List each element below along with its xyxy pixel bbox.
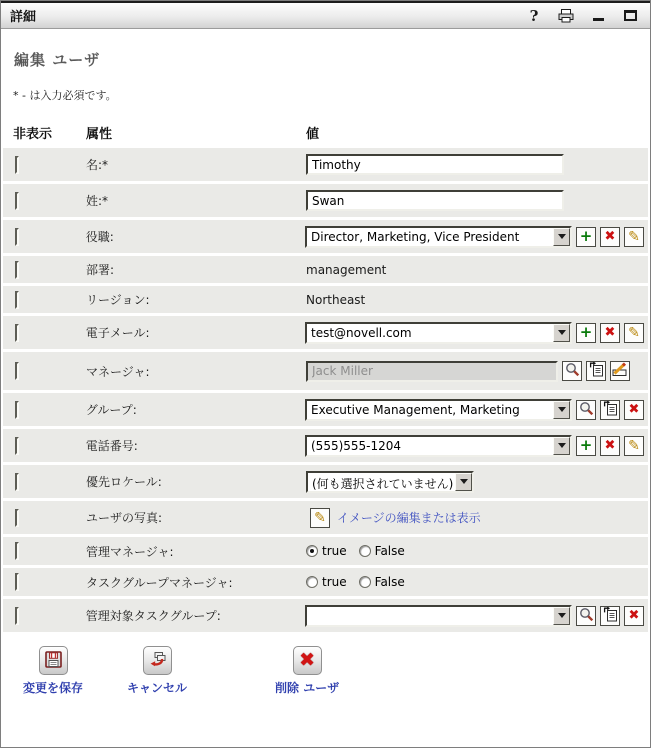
object-lookup-button[interactable] — [562, 361, 582, 381]
hide-checkbox[interactable] — [15, 509, 19, 527]
hide-cell — [3, 544, 86, 558]
radio-label: true — [322, 544, 347, 558]
value-input-readonly — [306, 361, 558, 382]
save-button-label: 変更を保存 — [23, 681, 84, 695]
attribute-label: グループ: — [85, 403, 137, 417]
undo-arrow-icon — [148, 651, 166, 671]
red-x-icon: ✖ — [299, 649, 316, 671]
delete-button[interactable] — [275, 646, 339, 696]
hide-checkbox[interactable] — [15, 573, 19, 591]
window-title: 詳細 — [10, 10, 37, 25]
attribute-label: 管理対象タスクグループ: — [85, 609, 221, 623]
header-attribute: 属性 — [86, 127, 113, 142]
attribute-label: ユーザの写真: — [86, 511, 163, 525]
attribute-label: 名:* — [86, 158, 109, 172]
remove-value-button[interactable] — [624, 606, 644, 626]
object-lookup-button[interactable] — [576, 606, 596, 626]
attribute-label: リージョン: — [86, 293, 150, 307]
cancel-button[interactable] — [127, 646, 187, 696]
table-header — [3, 119, 648, 148]
header-value: 値 — [306, 127, 320, 142]
header-hide: 非表示 — [13, 127, 53, 142]
combobox-selected-value: Director, Marketing, Vice President — [311, 229, 520, 244]
value-cell — [305, 435, 648, 457]
attribute-row — [3, 184, 648, 217]
plus-icon: + — [579, 227, 593, 245]
chevron-down-icon[interactable] — [553, 607, 570, 625]
hide-checkbox[interactable] — [15, 437, 19, 455]
add-value-button[interactable] — [576, 436, 596, 456]
attribute-row — [3, 537, 648, 565]
pencil-icon: ✎ — [314, 509, 326, 526]
radio-button[interactable] — [359, 576, 371, 588]
attribute-label: マネージャ: — [86, 364, 150, 379]
x-icon: ✖ — [628, 402, 640, 417]
edit-value-button[interactable] — [310, 508, 330, 528]
value-cell — [305, 605, 648, 627]
attribute-label: 部署: — [86, 263, 115, 277]
value-cell — [305, 399, 648, 421]
minimize-icon[interactable] — [590, 8, 606, 24]
attribute-row — [3, 148, 648, 181]
value-combobox[interactable] — [306, 471, 474, 493]
hide-cell — [3, 263, 86, 277]
titlebar-icons — [526, 8, 638, 24]
attribute-row — [3, 568, 648, 596]
hide-checkbox[interactable] — [15, 324, 19, 342]
delete-button-face — [293, 646, 322, 675]
remove-value-button[interactable] — [600, 323, 620, 343]
combobox-selected-value: (何も選択されていません) — [312, 476, 454, 491]
hide-cell — [3, 609, 86, 623]
hide-cell — [3, 158, 86, 172]
content-area — [1, 49, 650, 696]
action-buttons — [23, 646, 648, 696]
history-icon — [603, 401, 618, 419]
hide-checkbox[interactable] — [15, 192, 19, 210]
radio-button[interactable] — [306, 576, 318, 588]
x-icon: ✖ — [604, 325, 616, 340]
value-input[interactable] — [306, 154, 564, 175]
value-cell — [306, 544, 648, 558]
edit-value-button[interactable] — [624, 436, 644, 456]
chevron-down-icon[interactable] — [553, 324, 570, 342]
value-combobox[interactable] — [305, 399, 572, 421]
clear-value-button[interactable] — [610, 361, 630, 381]
value-combobox[interactable] — [305, 435, 572, 457]
value-combobox[interactable] — [305, 226, 572, 248]
value-cell — [306, 471, 648, 493]
hide-cell — [3, 194, 86, 208]
value-cell — [306, 361, 648, 382]
hide-cell — [3, 230, 86, 244]
value-cell — [306, 293, 648, 307]
add-value-button[interactable] — [576, 227, 596, 247]
value-text: management — [306, 262, 387, 277]
plus-icon: + — [579, 323, 593, 341]
plus-icon: + — [579, 436, 593, 454]
chevron-down-icon[interactable] — [553, 228, 570, 246]
chevron-down-icon[interactable] — [455, 473, 472, 491]
attribute-label: 優先ロケール: — [86, 475, 162, 489]
hide-cell — [3, 403, 86, 417]
attribute-row — [3, 429, 648, 462]
hide-cell — [3, 439, 86, 453]
pencil-icon: ✎ — [628, 228, 640, 245]
hide-cell — [3, 511, 86, 525]
save-button-face — [39, 646, 68, 675]
attribute-label: 姓:* — [86, 194, 109, 208]
hide-cell — [3, 326, 86, 340]
pencil-icon: ✎ — [628, 437, 640, 454]
radio-button[interactable] — [306, 545, 318, 557]
floppy-disk-icon — [45, 651, 62, 671]
radio-label: False — [374, 544, 405, 558]
value-cell — [306, 190, 648, 211]
add-value-button[interactable] — [576, 323, 596, 343]
attribute-label: 管理マネージャ: — [86, 544, 174, 559]
value-cell — [306, 508, 648, 528]
attribute-row — [3, 599, 648, 632]
attribute-row — [3, 352, 648, 390]
attribute-row — [3, 393, 648, 426]
remove-value-button[interactable] — [624, 400, 644, 420]
combobox-selected-value — [307, 607, 553, 625]
object-history-button[interactable] — [600, 606, 620, 626]
chevron-down-icon[interactable] — [553, 437, 570, 455]
hide-checkbox[interactable] — [15, 607, 19, 625]
object-history-button[interactable] — [586, 361, 606, 381]
hide-cell — [3, 293, 86, 307]
hide-checkbox[interactable] — [15, 156, 19, 174]
attribute-row — [3, 220, 648, 253]
value-cell — [305, 226, 648, 248]
radio-label: False — [374, 575, 405, 589]
attribute-row — [3, 501, 648, 534]
x-icon: ✖ — [604, 229, 616, 244]
value-cell — [306, 154, 648, 175]
hide-checkbox[interactable] — [15, 401, 19, 419]
radio-group — [306, 544, 413, 558]
hide-cell — [3, 364, 86, 378]
hide-cell — [3, 575, 86, 589]
radio-group — [306, 575, 413, 589]
object-history-button[interactable] — [600, 400, 620, 420]
help-icon[interactable]: ? — [529, 6, 539, 25]
value-cell — [306, 575, 648, 589]
remove-value-button[interactable] — [600, 436, 620, 456]
x-icon: ✖ — [604, 438, 616, 453]
delete-button-label: 削除 ユーザ — [275, 681, 340, 695]
hide-checkbox[interactable] — [15, 261, 19, 279]
combobox-selected-value: Executive Management, Marketing — [311, 402, 520, 417]
history-icon — [589, 362, 604, 380]
hide-checkbox[interactable] — [15, 362, 19, 380]
attribute-label: タスクグループマネージャ: — [86, 575, 233, 590]
combobox-selected-value: test@novell.com — [311, 325, 412, 340]
attribute-row — [3, 316, 648, 349]
hide-checkbox[interactable] — [15, 291, 19, 309]
hide-checkbox[interactable] — [15, 542, 19, 560]
value-input[interactable] — [306, 190, 564, 211]
cancel-button-label: キャンセル — [127, 681, 188, 695]
edit-value-button[interactable] — [624, 227, 644, 247]
edit-image-link[interactable]: イメージの編集または表示 — [337, 511, 481, 525]
attribute-label: 電子メール: — [85, 326, 150, 340]
attribute-label: 電話番号: — [85, 439, 138, 453]
remove-value-button[interactable] — [600, 227, 620, 247]
combobox-selected-value: (555)555-1204 — [311, 438, 402, 453]
chevron-down-icon[interactable] — [553, 401, 570, 419]
value-combobox[interactable] — [305, 322, 572, 344]
x-icon: ✖ — [628, 608, 640, 623]
cancel-button-face — [143, 646, 172, 675]
history-icon — [603, 607, 618, 625]
value-text: Northeast — [306, 292, 366, 307]
pencil-icon: ✎ — [628, 324, 640, 341]
maximize-icon[interactable] — [622, 8, 638, 24]
magnifier-icon — [565, 362, 580, 380]
radio-label: true — [322, 575, 347, 589]
edit-value-button[interactable] — [624, 323, 644, 343]
page-title: 編集 ユーザ — [14, 51, 101, 69]
required-note: * - は入力必須です。 — [13, 89, 117, 102]
titlebar — [1, 1, 650, 29]
attribute-rows — [3, 148, 648, 632]
attribute-row — [3, 256, 648, 283]
print-icon[interactable] — [558, 8, 574, 24]
attribute-label: 役職: — [85, 230, 114, 244]
attribute-row — [3, 286, 648, 313]
pencil-eraser-icon — [612, 362, 628, 380]
attribute-row — [3, 465, 648, 498]
value-cell — [305, 322, 648, 344]
hide-checkbox[interactable] — [15, 228, 19, 246]
radio-button[interactable] — [359, 545, 371, 557]
value-cell — [306, 263, 648, 277]
object-lookup-button[interactable] — [576, 400, 596, 420]
save-button[interactable] — [23, 646, 83, 696]
hide-cell — [3, 475, 86, 489]
value-combobox[interactable] — [305, 605, 572, 627]
magnifier-icon — [579, 401, 594, 419]
magnifier-icon — [579, 607, 594, 625]
hide-checkbox[interactable] — [15, 473, 19, 491]
